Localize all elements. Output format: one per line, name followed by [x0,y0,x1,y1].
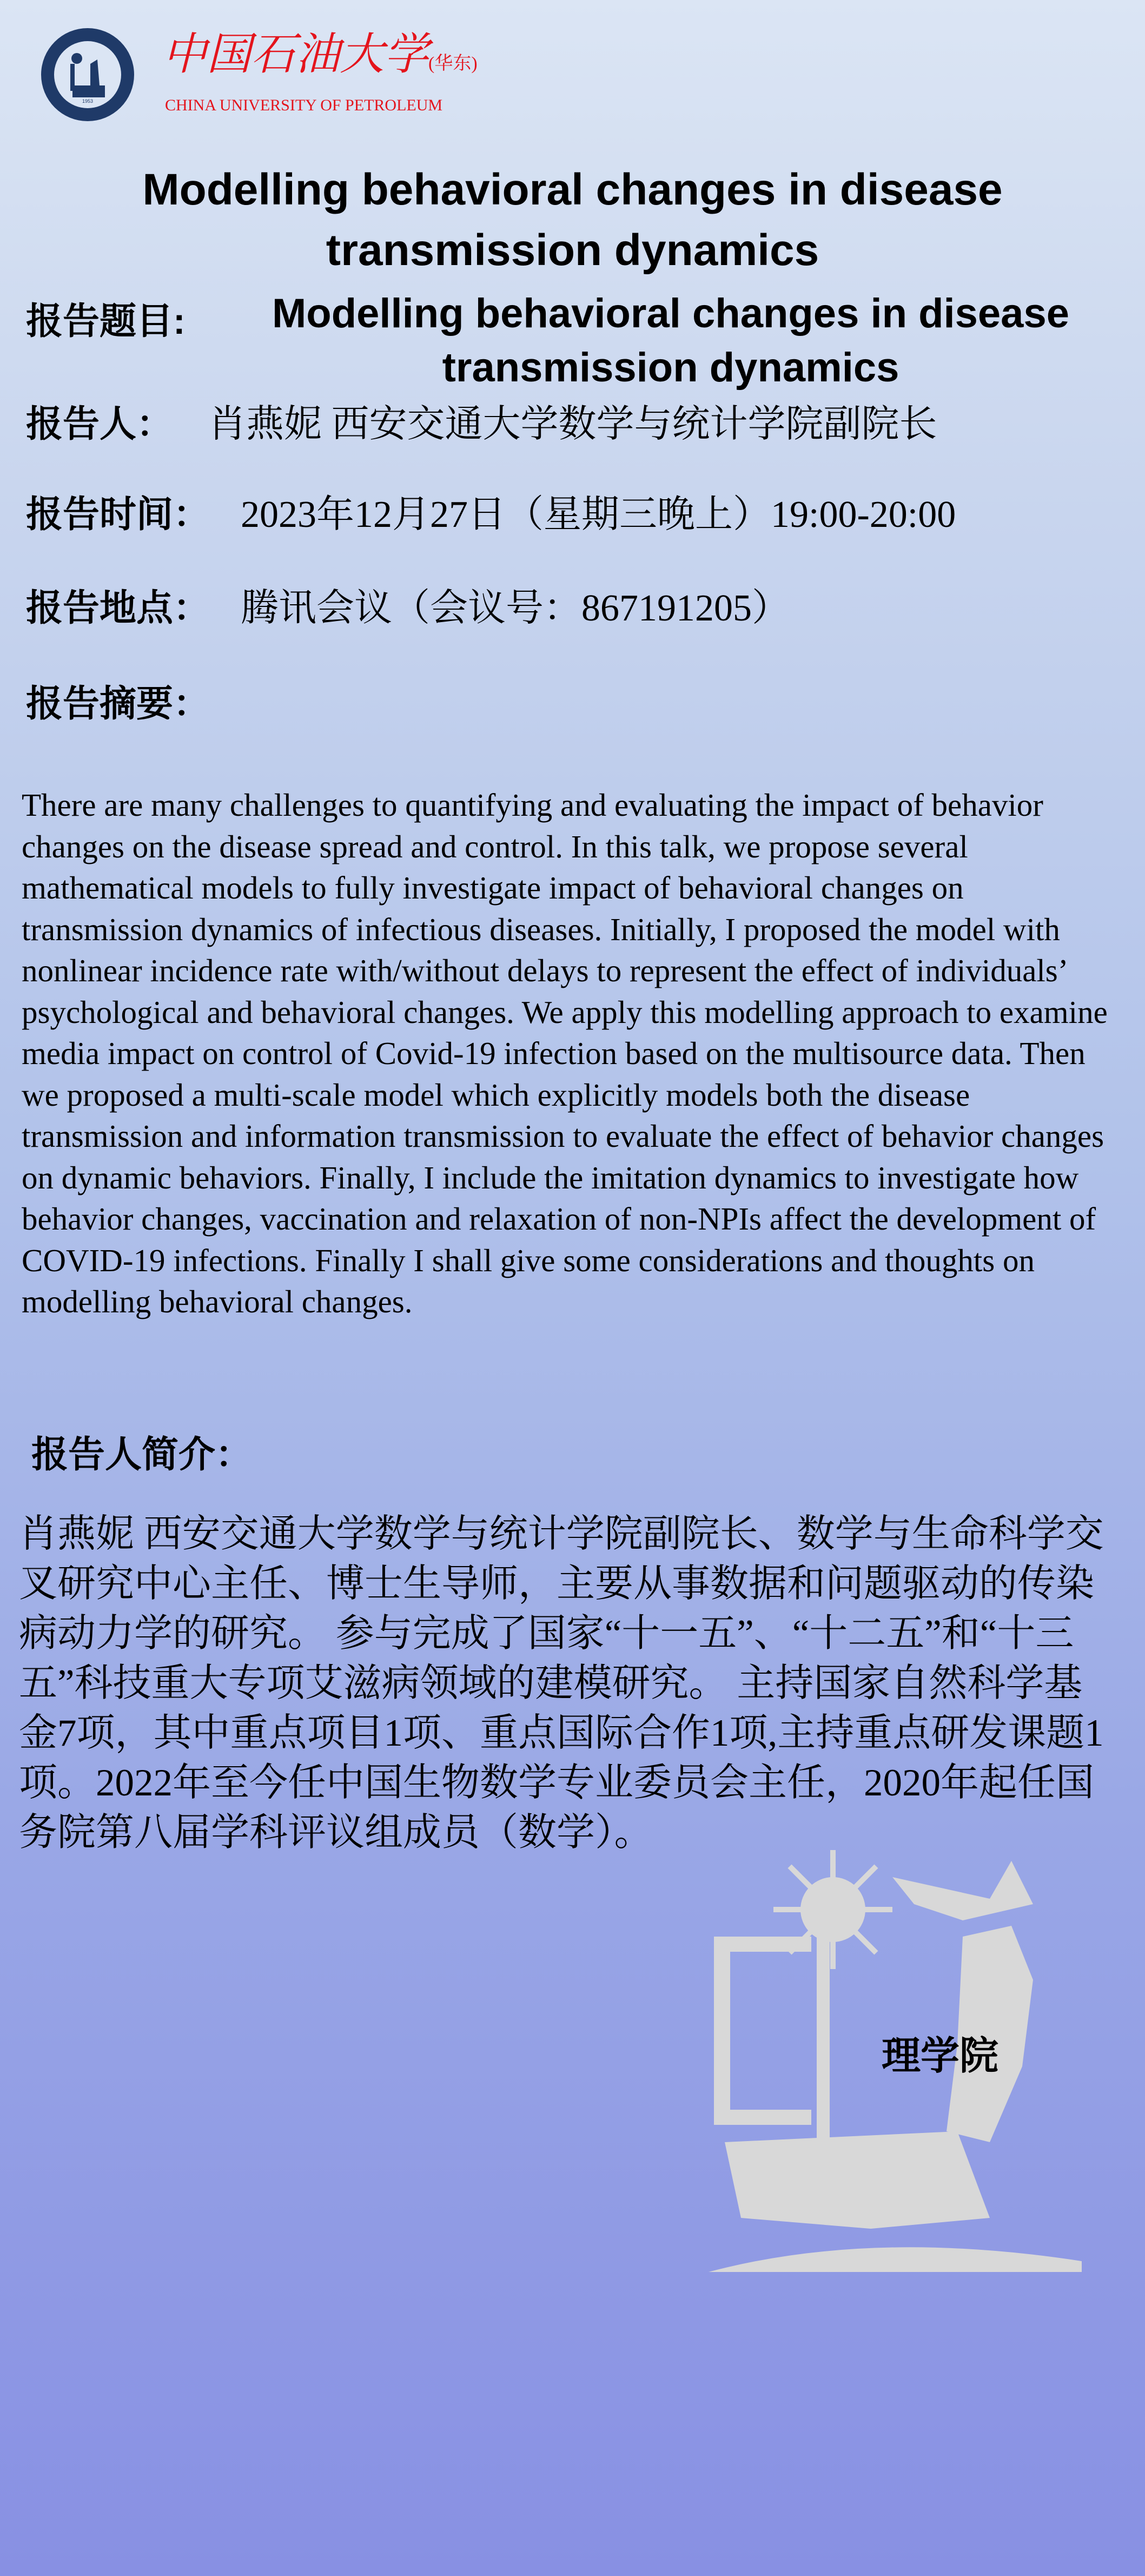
logo-chinese: 中国石油大学(华东) [162,30,478,79]
headline-line2: transmission dynamics [326,226,819,275]
time-value: 2023年12月27日（星期三晚上）19:00-20:00 [241,494,956,536]
headline-line1: Modelling behavioral changes in disease [142,165,1003,214]
abstract-label: 报告摘要： [26,683,210,724]
title-label: 报告题目: [26,301,186,342]
school-name: 理学院 [882,2035,999,2078]
headline [0,160,1145,281]
university-seal [39,26,136,126]
logo-english: CHINA UNIVERSITY OF PETROLEUM [165,96,443,114]
bio-label: 报告人简介： [31,1434,253,1475]
time-label: 报告时间： [26,494,210,535]
abstract-text: There are many challenges to quantifying and evaluating the impact of behavior changes on the disease spread and control. In this talk, we propose several mathematical models to fully investigate impact of behavioral changes on transmission dynamics of infectious diseases. Initially, I proposed the model with nonlinear incidence rate with/without delays to represent the effect of individuals’ psychological and behavioral changes. We apply this modelling approach to examine media impact on control of Covid-19 infection based on the multisource data. Then we proposed a multi-scale model which explicitly models both the disease transmission and information transmission to evaluate the effect of behavior changes on dynamic behaviors. Finally, I include the imitation dynamics to investigate how behavior changes, vaccination and relaxation of non-NPIs affect the development of COVID-19 infections. Finally I shall give some considerations and thoughts on modelling behavioral changes. [22,787,1108,1319]
talk-title-line1: Modelling behavioral changes in disease [272,290,1069,336]
talk-title [211,287,1130,395]
svg-text:1953: 1953 [82,98,94,104]
place-value: 腾讯会议（会议号：867191205） [241,587,790,629]
talk-title-line2: transmission dynamics [442,345,899,391]
speaker-value: 肖燕妮 西安交通大学数学与统计学院副院长 [208,404,937,445]
bio-text: 肖燕妮 西安交通大学数学与统计学院副院长、数学与生命科学交叉研究中心主任、博士生导师，主要从事数据和问题驱动的传染病动力学的研究。 参与完成了国家“十一五”、“十二五”和“十三五”科技重大专项艾滋病领域的建模研究。 主持国家自然科学基金7项，其中重点项目1项、重点国际合作1项,主持重点研发课题1项。2022年至今任中国生物数学专业委员会主任，2020年起任国务院第八届学科评议组成员（数学）。 [19,1513,1104,1854]
speaker-label: 报告人： [26,404,174,445]
place-label: 报告地点： [26,587,210,629]
